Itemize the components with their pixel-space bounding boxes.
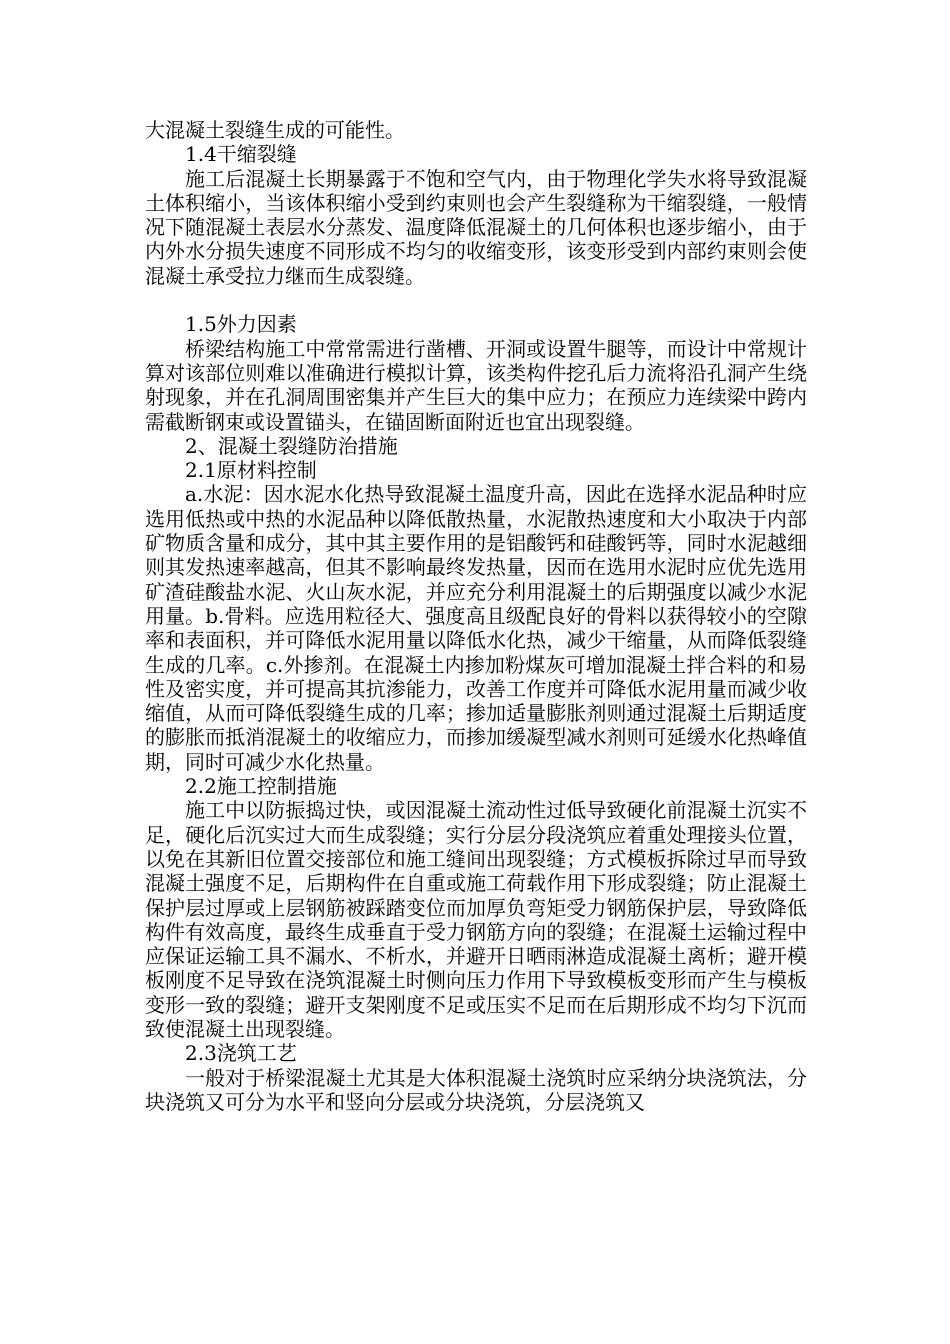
paragraph-construction-control: 施工中以防振捣过快，或因混凝土流动性过低导致硬化前混凝土沉实不足，硬化后沉实过大而生成裂缝；实行分层分段浇筑应着重处理接头位置，以免在其新旧位置交接部位和施工缝间出现裂缝；方式模板拆除过早而导致混凝土强度不足，后期构件在自重或施工荷载作用下形成裂缝；防止混凝土保护层过厚或上层钢筋被踩踏变位而加厚负弯矩受力钢筋保护层，导致降低构件有效高度，最终生成垂直于受力钢筋方向的裂缝；在混凝土运输过程中应保证运输工具不漏水、不析水，并避开日晒雨淋造成混凝土离析；避开模板刚度不足导致在浇筑混凝土时侧向压力作用下导致模板变形而产生与模板变形一致的裂缝；避开支架刚度不足或压实不足而在后期形成不均匀下沉而致使混凝土出现裂缝。 bbox=[145, 798, 807, 1041]
section-heading-2-2: 2.2施工控制措施 bbox=[185, 774, 337, 799]
section-heading-1-5: 1.5外力因素 bbox=[185, 312, 297, 337]
paragraph-continuation: 大混凝土裂缝生成的可能性。 bbox=[145, 118, 405, 142]
blank-line bbox=[145, 288, 807, 312]
section-heading-2-3: 2.3浇筑工艺 bbox=[185, 1041, 297, 1066]
document-body bbox=[145, 118, 807, 1114]
paragraph-drying-shrinkage: 施工后混凝土长期暴露于不饱和空气内，由于物理化学失水将导致混凝土体积缩小，当该体积缩小受到约束则也会产生裂缝称为干缩裂缝，一般情况下随混凝土表层水分蒸发、温度降低混凝土的几何体积也逐步缩小，由于内外水分损失速度不同形成不均匀的收缩变形，该变形受到内部约束则会使混凝土承受拉力继而生成裂缝。 bbox=[145, 166, 807, 288]
section-heading-1-4: 1.4干缩裂缝 bbox=[185, 142, 297, 167]
paragraph-raw-materials: a.水泥：因水泥水化热导致混凝土温度升高，因此在选择水泥品种时应选用低热或中热的水泥品种以降低散热量，水泥散热速度和大小取决于内部矿物质含量和成分，其中其主要作用的是铝酸钙和硅酸钙等，同时水泥越细则其发热速率越高，但其不影响最终发热量，因而在选用水泥时应优先选用矿渣硅酸盐水泥、火山灰水泥，并应充分利用混凝土的后期强度以减少水泥用量。b.骨料。应选用粒径大、强度高且级配良好的骨料以获得较小的空隙率和表面积，并可降低水泥用量以降低水化热，减少干缩量，从而降低裂缝生成的几率。c.外掺剂。在混凝土内掺加粉煤灰可增加混凝土拌合料的和易性及密实度，并可提高其抗渗能力，改善工作度并可降低水泥用量而减少收缩值，从而可降低裂缝生成的几率；掺加适量膨胀剂则通过混凝土后期适度的膨胀而抵消混凝土的收缩应力，而掺加缓凝型减水剂则可延缓水化热峰值期，同时可减少水化热量。 bbox=[145, 482, 807, 774]
section-heading-2-1: 2.1原材料控制 bbox=[185, 458, 317, 483]
paragraph-external-force: 桥梁结构施工中常常需进行凿槽、开洞或设置牛腿等，而设计中常规计算对该部位则难以准确进行模拟计算，该类构件挖孔后力流将沿孔洞产生绕射现象，并在孔洞周围密集并产生巨大的集中应力；在预应力连续梁中跨内需截断钢束或设置锚头，在锚固断面附近也宜出现裂缝。 bbox=[145, 336, 807, 434]
section-heading-2: 2、混凝土裂缝防治措施 bbox=[185, 433, 398, 458]
paragraph-pouring-process: 一般对于桥梁混凝土尤其是大体积混凝土浇筑时应采纳分块浇筑法，分块浇筑又可分为水平和竖向分层或分块浇筑，分层浇筑又 bbox=[145, 1065, 807, 1114]
